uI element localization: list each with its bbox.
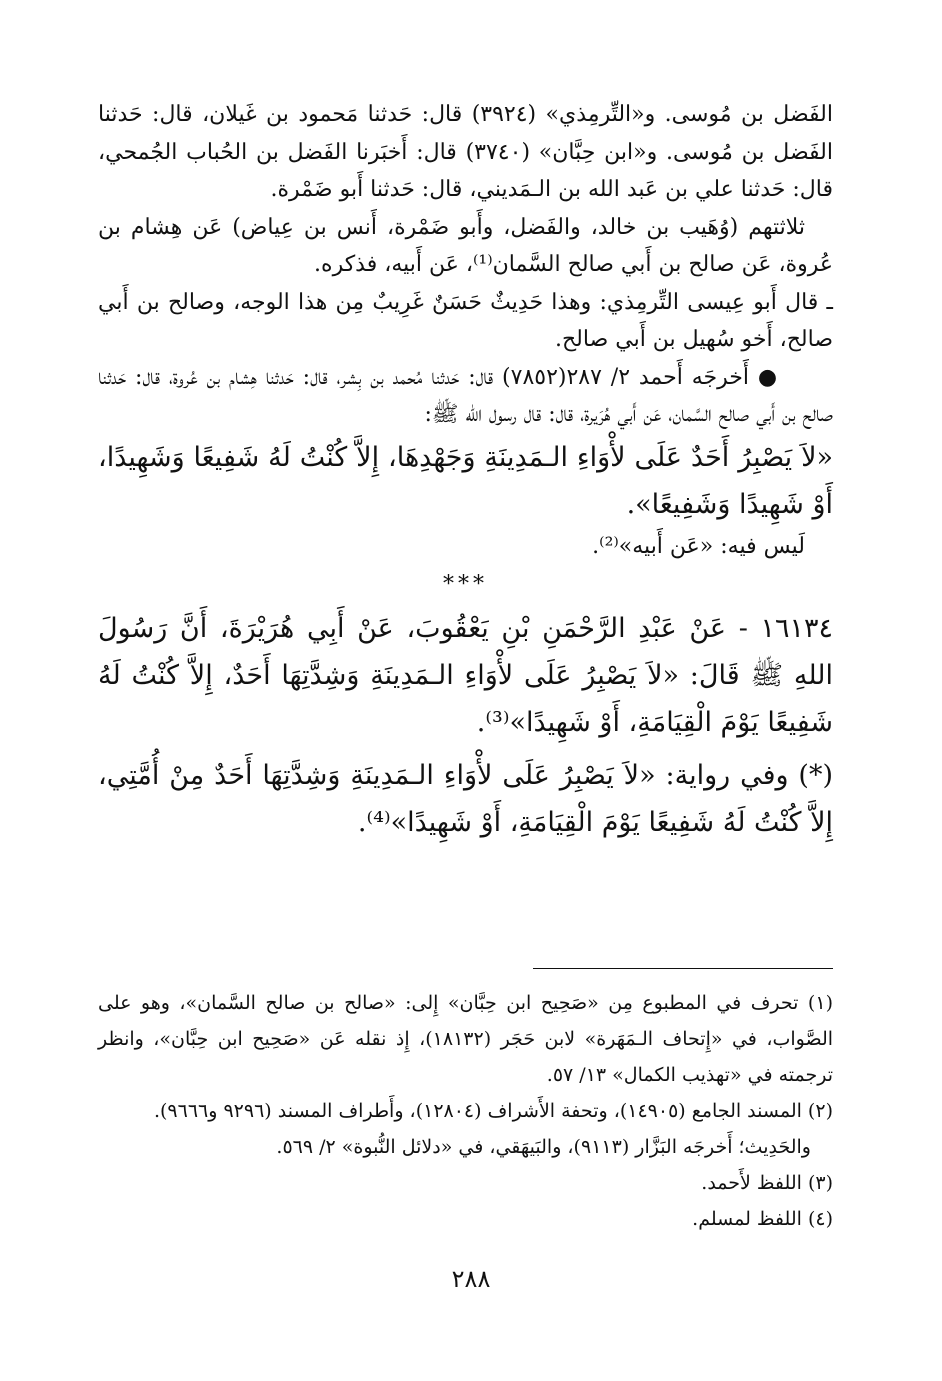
paragraph-ahmad-text: أَخرجَه أَحمد ٢/ ٢٨٧(٧٨٥٢) قال: حَدثنا مُحمد بن بِشر، قال: حَدثنا هِشام بن عُروة، قال: حَدثنا صالح بن أَبي صالح السَّمان، عَن أَبي هُرَيرة، قال: قال رسول الله ﷺ: [98,364,833,427]
footnote-3: (٣) اللفظ لأَحمد. [701,1172,833,1194]
main-text [98,96,833,846]
paragraph-sources: الفَضل بن مُوسى. و«التِّرمِذي» (٣٩٢٤) قال: حَدثنا مَحمود بن غَيلان، قال: حَدثنا الفَضل بن مُوسى. و«ابن حِبَّان» (٣٧٤٠) قال: أَخبَرنا الفَضل بن الحُباب الجُمحي، قال: حَدثنا علي بن عَبد الله بن الـمَديني، قال: حَدثنا أَبو ضَمْرة. [98,102,833,202]
footnote-divider [533,968,833,969]
footnote-4: (٤) اللفظ لمسلم. [692,1208,833,1230]
separator-stars: *** [443,572,488,597]
footnote-1: (١) تحرف في المطبوع مِن «صَحِيح ابن حِبَّان» إِلى: «صالح بن صالح السَّمان»، وهو على الصَّواب، في «إِتحاف الـمَهَرة» لابن حَجَر (١٨١٣٢)، إِذ نقله عَن «صَحِيح ابن حِبَّان»، وانظر ترجمته في «تهذيب الكمال» ١٣/ ٥٧. [98,992,834,1086]
paragraph-ahmad [98,359,833,434]
paragraph-note: لَيس فيه: «عَن أَبيه»⁽²⁾. [592,533,805,559]
paragraph-chain: ثلاثتهم (وُهَيب بن خالد، والفَضل، وأَبو ضَمْرة، أَنس بن عِياض) عَن هِشام بن عُروة، عَن صالح بن أَبي صالح السَّمان⁽¹⁾، عَن أَبيه، فذكره. [98,214,833,277]
footnotes [98,985,833,1237]
paragraph-tirmidhi-comment: ـ قال أَبو عِيسى التِّرمِذي: وهذا حَدِيثٌ حَسَنٌ غَرِيبٌ مِن هذا الوجه، وصالح بن أَبي صالح، أَخو سُهيل بن أَبي صالح. [98,289,833,352]
footnote-2: (٢) المسند الجامع (١٤٩٠٥)، وتحفة الأَشراف (١٢٨٠٤)، وأَطراف المسند (٩٢٩٦ و٩٦٦٦). [153,1100,833,1122]
quote-hadith: «لاَ يَصْبِرُ أَحَدٌ عَلَى لأْوَاءِ الـمَدِينَةِ وَجَهْدِهَا، إِلاَّ كُنْتُ لَهُ شَفِيعًا وَشَهِيدًا، أَوْ شَهِيدًا وَشَفِيعًا». [98,441,833,520]
footnote-2-continued: والحَدِيث؛ أَخرجَه البَزَّار (٩١١٣)، والبَيهَقي، في «دلائل النُّبوة» ٢/ ٥٦٩. [276,1136,811,1158]
hadith-variant: (*) وفي رواية: «لاَ يَصْبِرُ عَلَى لأْوَاءِ الـمَدِينَةِ وَشِدَّتِهَا أَحَدٌ مِنْ أُمَّتِي، إِلاَّ كُنْتُ لَهُ شَفِيعًا يَوْمَ الْقِيَامَةِ، أَوْ شَهِيدًا»⁽⁴⁾. [98,760,833,838]
bullet-icon: ● [757,364,778,390]
page-number: ٢٨٨ [451,1265,491,1293]
hadith-16134: ١٦١٣٤ - عَنْ عَبْدِ الرَّحْمَنِ بْنِ يَعْقُوبَ، عَنْ أَبِي هُرَيْرَةَ، أَنَّ رَسُولَ اللهِ ﷺ قَالَ: «لاَ يَصْبِرُ عَلَى لأْوَاءِ الـمَدِينَةِ وَشِدَّتِهَا أَحَدٌ، إِلاَّ كُنْتُ لَهُ شَفِيعًا يَوْمَ الْقِيَامَةِ، أَوْ شَهِيدًا»⁽³⁾. [98,613,833,738]
